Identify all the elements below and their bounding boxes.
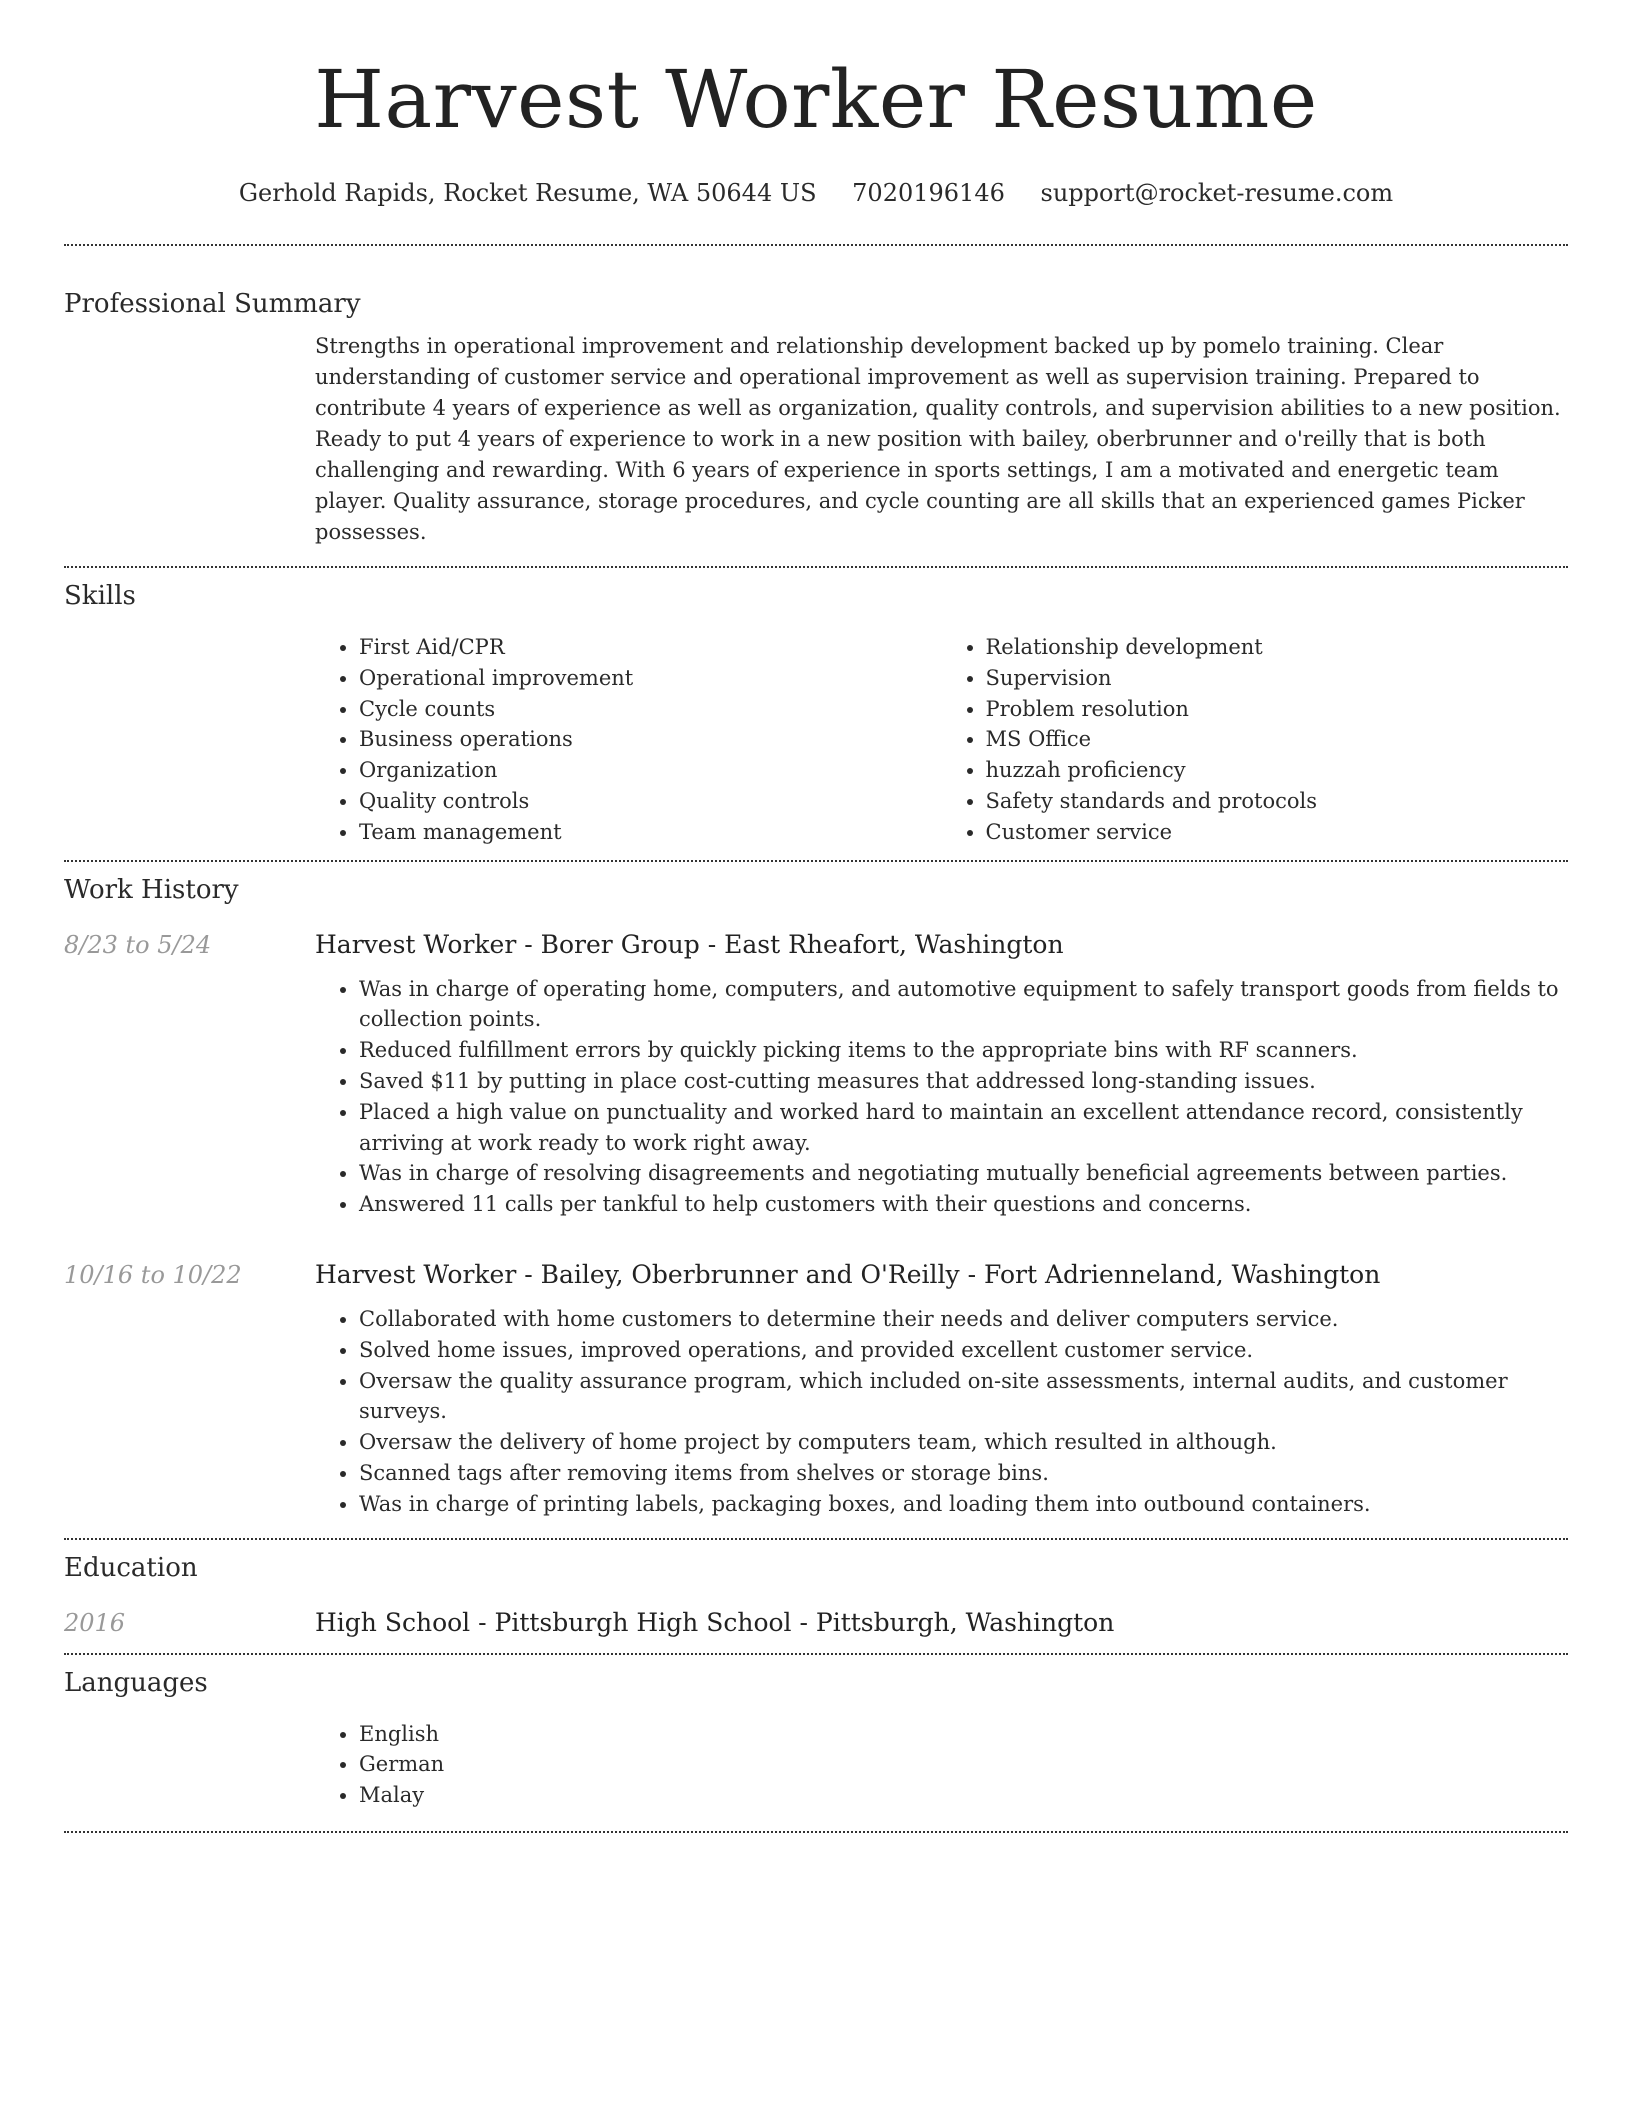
language-item: • Malay: [359, 1780, 1568, 1811]
education-entry: [64, 1608, 1568, 1637]
divider: [64, 1538, 1568, 1540]
language-item: • German: [359, 1749, 1568, 1780]
contact-line: [64, 178, 1568, 208]
divider: [64, 860, 1568, 862]
job-bullet: • Oversaw the delivery of home project by computers team, which resulted in although.: [359, 1427, 1568, 1458]
resume-title: Harvest Worker Resume: [314, 53, 1318, 146]
contact-email: support@rocket-resume.com: [1040, 179, 1394, 207]
skill-item: • Supervision: [986, 663, 1569, 694]
job-bullet: • Was in charge of printing labels, packaging boxes, and loading them into outbound containers.: [359, 1489, 1568, 1520]
job-bullet: • Was in charge of operating home, computers, and automotive equipment to safely transport goods from fields to collection points.: [359, 974, 1568, 1036]
skill-item: • huzzah proficiency: [986, 755, 1569, 786]
job-header: [64, 1260, 1568, 1289]
summary-text: Strengths in operational improvement and relationship development backed up by pomelo training. Clear understanding of customer service and operational improvement as well as supervision training. Prepared to contribute 4 years of experience as well as organization, quality controls, and supervision abilities to a new position. Ready to put 4 years of experience to work in a new position with bailey, oberbrunner and o'reilly that is both challenging and rewarding. With 6 years of experience in sports settings, I am a motivated and energetic team player. Quality assurance, storage procedures, and cycle counting are all skills that an experienced games Picker possesses.: [315, 334, 1561, 544]
skill-item: • MS Office: [986, 724, 1569, 755]
skills-column-right: [942, 632, 1569, 848]
skill-item: • Team management: [359, 817, 942, 848]
divider: [64, 1653, 1568, 1655]
divider: [64, 1831, 1568, 1833]
skill-item: • Customer service: [986, 817, 1569, 848]
job-bullet: • Reduced fulfillment errors by quickly picking items to the appropriate bins with RF scanners.: [359, 1035, 1568, 1066]
contact-address: Gerhold Rapids, Rocket Resume, WA 50644 US: [238, 179, 817, 207]
job-bullet: • Oversaw the quality assurance program, which included on-site assessments, internal audits, and customer surveys.: [359, 1366, 1568, 1428]
skills-heading: Skills: [64, 581, 136, 611]
job-entry: [64, 930, 1568, 1220]
job-bullets: [315, 974, 1568, 1220]
education-date: 2016: [64, 1608, 126, 1637]
skills-column-left: [315, 632, 942, 848]
job-title: Harvest Worker - Bailey, Oberbrunner and O'Reilly - Fort Adrienneland, Washington: [315, 1259, 1381, 1289]
job-entry: [64, 1260, 1568, 1520]
divider: [64, 566, 1568, 568]
languages-list: [315, 1719, 1568, 1811]
work-history-heading: Work History: [64, 874, 239, 905]
education-title: High School - Pittsburgh High School - Pittsburgh, Washington: [315, 1607, 1115, 1637]
skill-item: • Operational improvement: [359, 663, 942, 694]
languages-heading: Languages: [64, 1667, 208, 1698]
education-heading: Education: [64, 1552, 198, 1583]
job-bullet: • Answered 11 calls per tankful to help customers with their questions and concerns.: [359, 1189, 1568, 1220]
skill-item: • Relationship development: [986, 632, 1569, 663]
job-bullets: [315, 1304, 1568, 1520]
job-date: 8/23 to 5/24: [64, 930, 212, 959]
skill-item: • Organization: [359, 755, 942, 786]
divider: [64, 244, 1568, 246]
skill-item: • First Aid/CPR: [359, 632, 942, 663]
language-item: • English: [359, 1719, 1568, 1750]
skill-item: • Problem resolution: [986, 694, 1569, 725]
job-bullet: • Scanned tags after removing items from shelves or storage bins.: [359, 1458, 1568, 1489]
skill-item: • Business operations: [359, 724, 942, 755]
job-bullet: • Solved home issues, improved operations, and provided excellent customer service.: [359, 1335, 1568, 1366]
job-bullet: • Saved $11 by putting in place cost-cutting measures that addressed long-standing issues.: [359, 1066, 1568, 1097]
resume-page: [64, 0, 1568, 1833]
job-title: Harvest Worker - Borer Group - East Rheafort, Washington: [315, 929, 1064, 959]
job-bullet: • Was in charge of resolving disagreements and negotiating mutually beneficial agreements between parties.: [359, 1158, 1568, 1189]
contact-phone: 7020196146: [852, 179, 1005, 207]
skill-item: • Safety standards and protocols: [986, 786, 1569, 817]
skills-list: [315, 632, 1568, 848]
job-header: [64, 930, 1568, 959]
skill-item: • Quality controls: [359, 786, 942, 817]
summary-heading: Professional Summary: [64, 289, 361, 319]
skill-item: • Cycle counts: [359, 694, 942, 725]
job-bullet: • Placed a high value on punctuality and worked hard to maintain an excellent attendance record, consistently arriving at work ready to work right away.: [359, 1097, 1568, 1159]
job-date: 10/16 to 10/22: [64, 1260, 242, 1289]
job-bullet: • Collaborated with home customers to determine their needs and deliver computers service.: [359, 1304, 1568, 1335]
